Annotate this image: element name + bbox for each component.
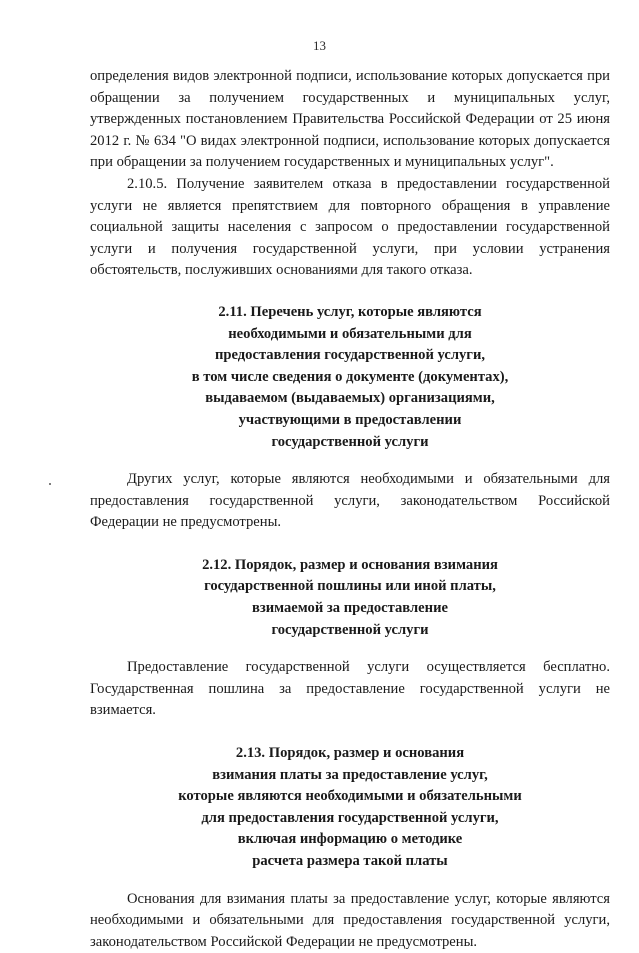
section-heading-2-11: 2.11. Перечень услуг, которые являются необходимыми и обязательными для предоставления государственной услуги, в том числе сведения о документе (документах), выдаваемом (выдаваемых) организациями, участвующими в предоставлении государственной услуги <box>191 303 509 450</box>
paragraph-2-10-5: 2.10.5. Получение заявителем отказа в предоставлении государственной услуги не является препятствием для повторного обращения в управление социальной защиты населения с запросом о предоставлении государственной услуги и получения государственной услуги, при условии устранения обстоятельств, послуживших основаниями для такого отказа. <box>90 175 610 279</box>
page-number: 13 <box>313 38 326 53</box>
paragraph-2-11: Других услуг, которые являются необходимыми и обязательными для предоставления государственной услуги, законодательством Российской Федерации не предусмотрены. <box>90 471 610 531</box>
paragraph-2-12: Предоставление государственной услуги осуществляется бесплатно. Государственная пошлина за предоставление государственной услуги не взимается. <box>90 659 610 719</box>
intro-paragraph: определения видов электронной подписи, использование которых допускается при обращении за получением государственных и муниципальных услуг, утвержденных постановлением Правительства Российской Федерации от 25 июня 2012 г. № 634 "О видах электронной подписи, использование которых допускается при обращении за получением государственных и муниципальных услуг". <box>90 68 610 171</box>
document-body <box>90 66 610 953</box>
section-heading-2-13: 2.13. Порядок, размер и основания взимания платы за предоставление услуг, которые являются необходимыми и обязательными для предоставления государственной услуги, включая информацию о методике расчета размера такой платы <box>178 745 522 869</box>
scan-artifact-dot <box>49 483 51 485</box>
paragraph-2-13: Основания для взимания платы за предоставление услуг, которые являются необходимыми и обязательными для предоставления государственной услуги, законодательством Российской Федерации не предусмотрены. <box>90 890 610 950</box>
section-heading-2-12: 2.12. Порядок, размер и основания взимания государственной пошлины или иной платы, взимаемой за предоставление государственной услуги <box>202 556 498 638</box>
